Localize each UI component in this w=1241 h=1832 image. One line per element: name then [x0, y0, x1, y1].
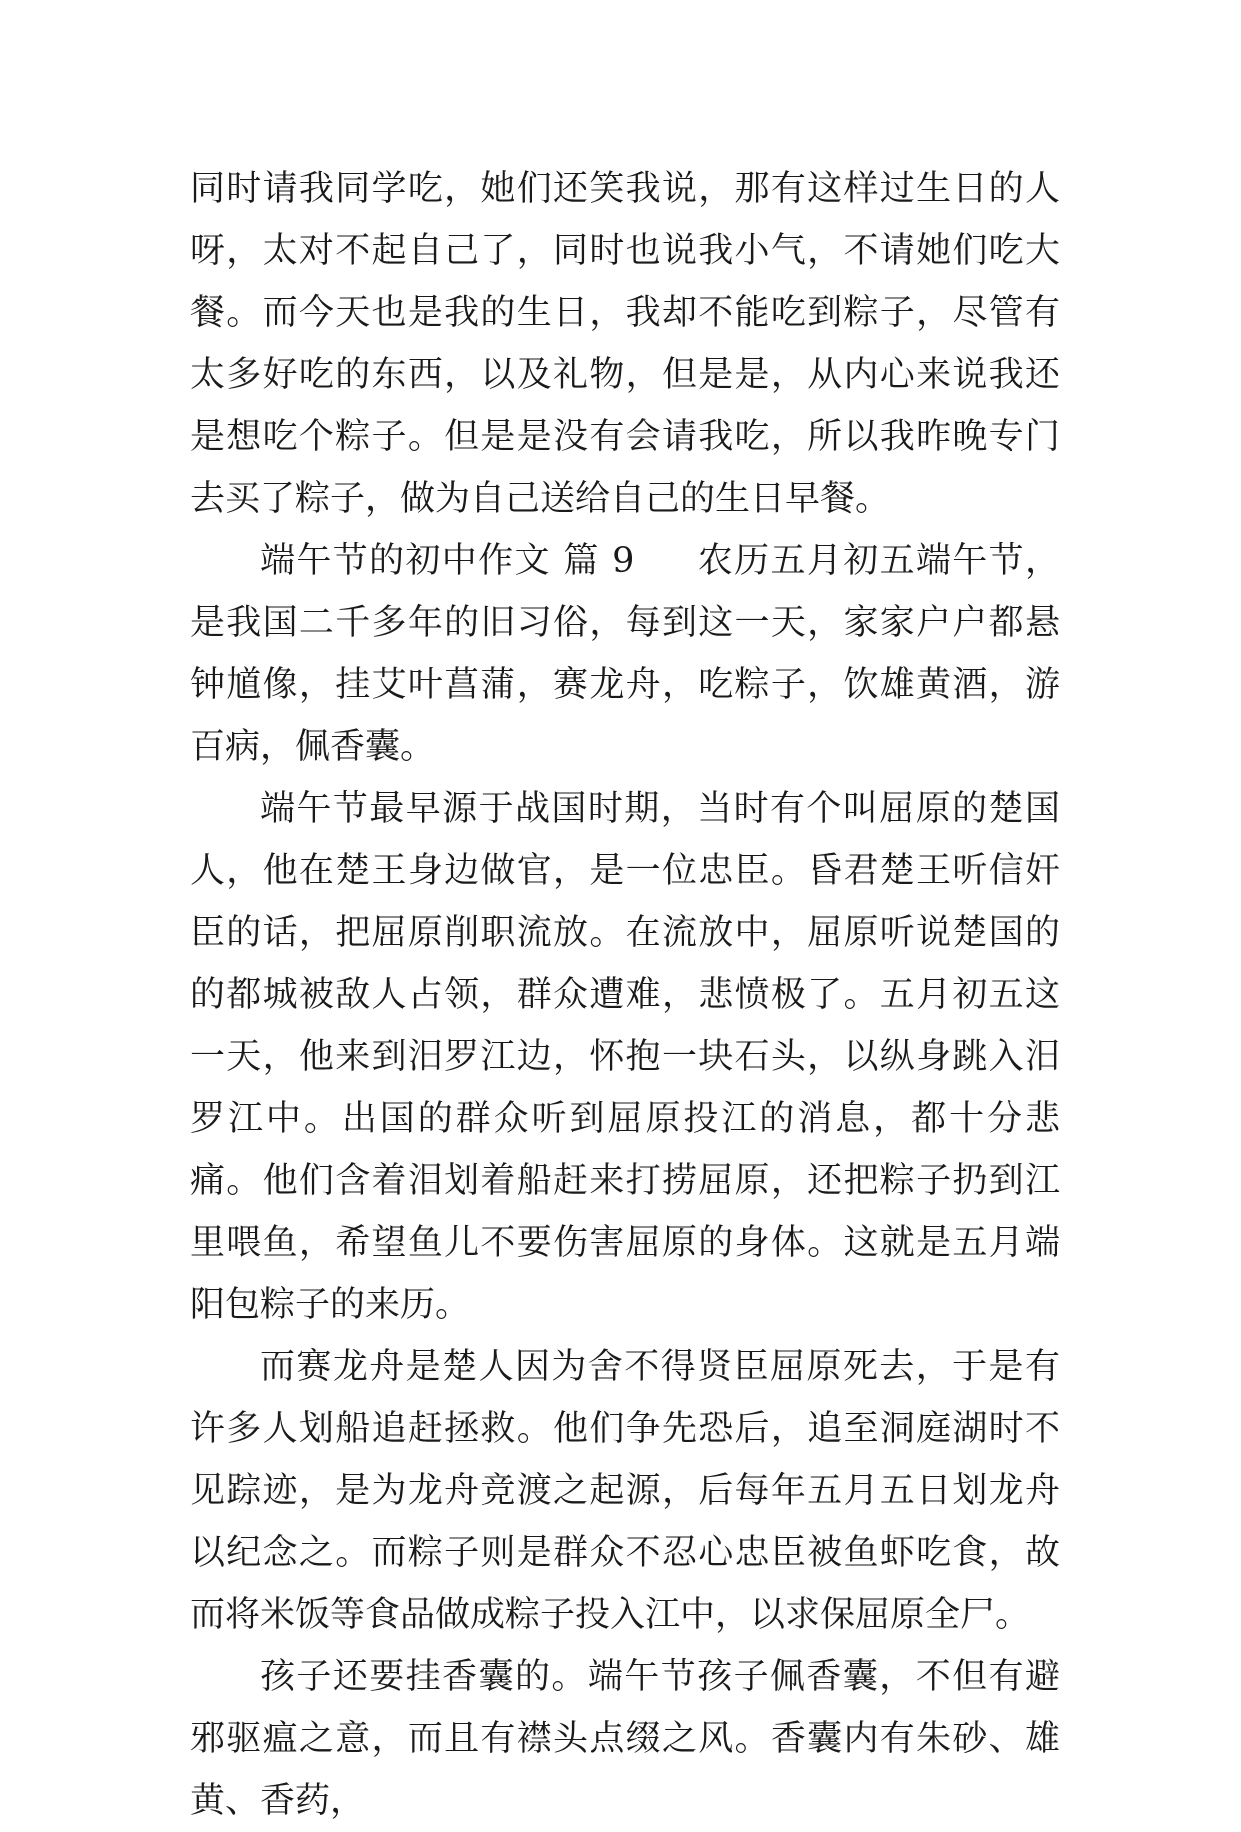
- paragraph-1: 同时请我同学吃，她们还笑我说，那有这样过生日的人呀，太对不起自己了，同时也说我小气，不请她们吃大餐。而今天也是我的生日，我却不能吃到粽子，尽管有太多好吃的东西，以及礼物，但是是，从内心来说我还是想吃个粽子。但是是没有会请我吃，所以我昨晚专门去买了粽子，做为自己送给自己的生日早餐。: [190, 169, 1060, 519]
- paragraph-5: 孩子还要挂香囊的。端午节孩子佩香囊，不但有避邪驱瘟之意，而且有襟头点缀之风。香囊内有朱砂、雄黄、香药，: [190, 1657, 1060, 1821]
- paragraph-3: 端午节最早源于战国时期，当时有个叫屈原的楚国人，他在楚王身边做官，是一位忠臣。昏君楚王听信奸臣的话，把屈原削职流放。在流放中，屈原听说楚国的的都城被敌人占领，群众遭难，悲愤极了。五月初五这一天，他来到汨罗江边，怀抱一块石头，以纵身跳入汨罗江中。出国的群众听到屈原投江的消息，都十分悲痛。他们含着泪划着船赶来打捞屈原，还把粽子扔到江里喂鱼，希望鱼儿不要伤害屈原的身体。这就是五月端阳包粽子的来历。: [190, 789, 1060, 1325]
- paragraph-2: [190, 530, 1060, 778]
- section-heading: 端午节的初中作文 篇 9: [260, 541, 635, 581]
- paragraph-4: 而赛龙舟是楚人因为舍不得贤臣屈原死去，于是有许多人划船追赶拯救。他们争先恐后，追至洞庭湖时不见踪迹，是为龙舟竞渡之起源，后每年五月五日划龙舟以纪念之。而粽子则是群众不忍心忠臣被鱼虾吃食，故而将米饭等食品做成粽子投入江中，以求保屈原全尸。: [190, 1347, 1060, 1635]
- paragraph-2-text: 农历五月初五端午节，是我国二千多年的旧习俗，每到这一天，家家户户都悬钟馗像，挂艾叶菖蒲，赛龙舟，吃粽子，饮雄黄酒，游百病，佩香囊。: [190, 541, 1060, 767]
- body-text: [190, 158, 1060, 1832]
